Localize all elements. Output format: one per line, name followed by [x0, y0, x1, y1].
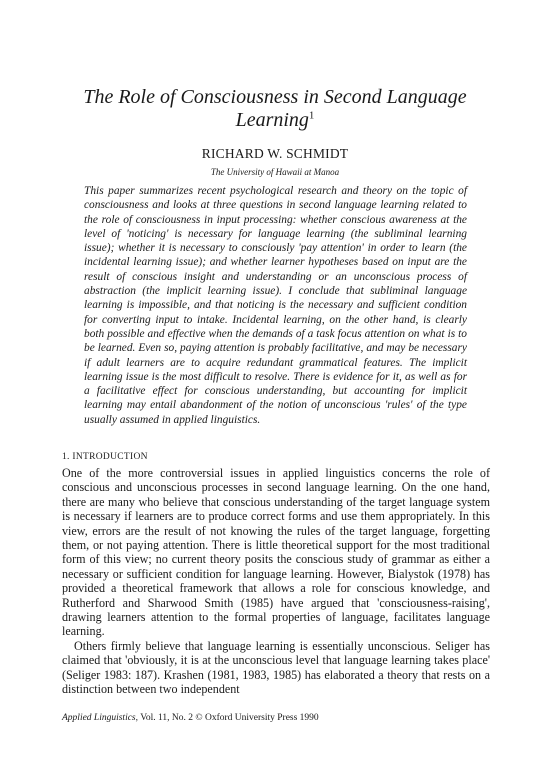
- author-name: RICHARD W. SCHMIDT: [201, 146, 349, 161]
- title-line-2: Learning: [235, 109, 309, 131]
- body-text: [62, 466, 490, 697]
- page-footer: [62, 713, 319, 723]
- author-affiliation: The University of Hawaii at Manoa: [210, 167, 340, 177]
- paragraph: Others firmly believe that language learning is essentially unconscious. Seliger has claimed that 'obviously, it is at the unconscious level that language learning takes place' (Seliger 1983: 187). Krashen (1981, 1983, 1985) has elaborated a theory that rests on a distinction between two independent: [62, 638, 490, 697]
- footer-citation: Vol. 11, No. 2 © Oxford University Press 1990: [138, 713, 319, 723]
- article-title: [70, 86, 480, 132]
- section-heading: 1. INTRODUCTION: [62, 452, 148, 462]
- title-footnote-marker: 1: [308, 109, 315, 122]
- footer-journal-name: Applied Linguistics,: [62, 713, 138, 723]
- title-line-1: The Role of Consciousness in Second Language: [83, 86, 467, 108]
- paragraph: One of the more controversial issues in applied linguistics concerns the role of conscious and unconscious processes in second language learning. On the one hand, there are many who believe that conscious understanding of the target language system is necessary if learners are to produce correct forms and use them appropriately. In this view, errors are the result of not knowing the rules of the target language, forgetting them, or not paying attention. There is little theoretical support for the most traditional form of this view; no current theory posits the conscious study of grammar as either a necessary or sufficient condition for language learning. However, Bialystok (1978) has provided a theoretical framework that allows a role for conscious knowledge, and Rutherford and Sharwood Smith (1985) have argued that 'consciousness-raising', drawing learners attention to the formal properties of language, facilitates language learning.: [62, 466, 490, 639]
- abstract: This paper summarizes recent psychological research and theory on the topic of consciousness and looks at three questions in second language learning related to the role of consciousness in input processing: whether conscious awareness at the level of 'noticing' is necessary for language learning (the subliminal learning issue); whether it is necessary to consciously 'pay attention' in order to learn (the incidental learning issue); and whether learner hypotheses based on input are the result of conscious insight and understanding or an unconscious process of abstraction (the implicit learning issue). I conclude that subliminal language learning is impossible, and that noticing is the necessary and sufficient condition for converting input to intake. Incidental learning, on the other hand, is clearly both possible and effective when the demands of a task focus attention on what is to be learned. Even so, paying attention is probably facilitative, and may be necessary if adult learners are to acquire redundant grammatical features. The implicit learning issue is the most difficult to resolve. There is evidence for it, as well as for a facilitative effect for conscious understanding, but accounting for implicit learning may entail abandonment of the notion of unconscious 'rules' of the type usually assumed in applied linguistics.: [84, 185, 467, 426]
